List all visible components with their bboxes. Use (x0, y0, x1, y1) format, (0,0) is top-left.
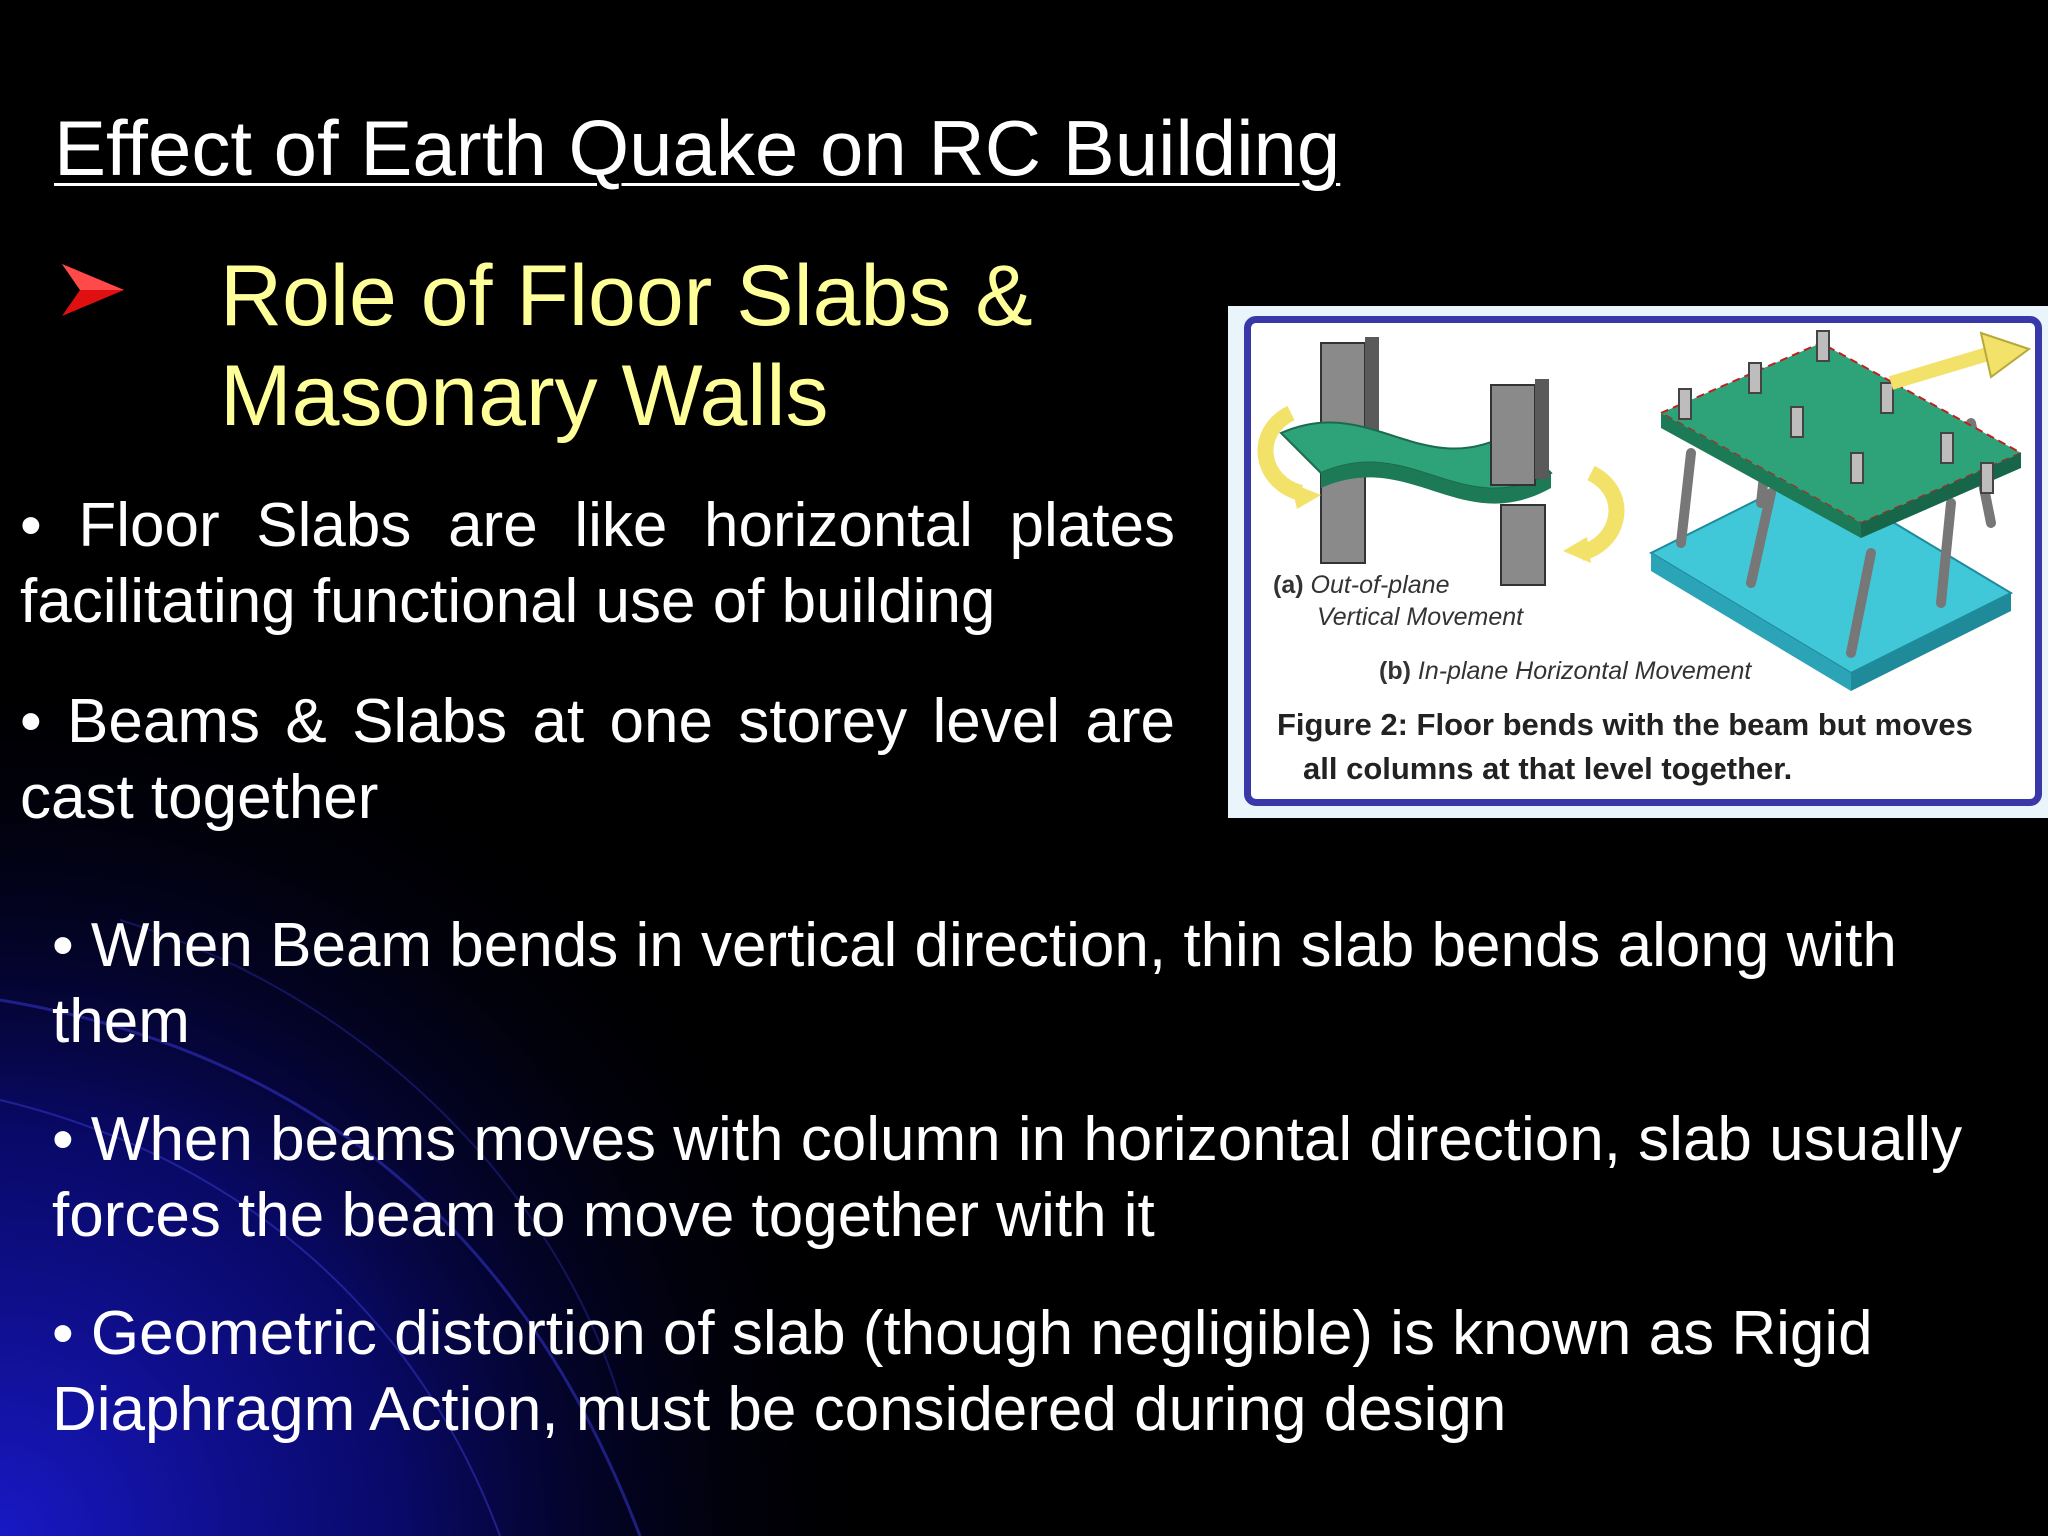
figure-2 (1228, 306, 2048, 818)
out-of-plane-illustration (1266, 337, 1617, 585)
figure-caption: Figure 2: Floor bends with the beam but moves all columns at that level together. (1277, 707, 1973, 786)
figure-frame (1244, 316, 2042, 806)
arrow-bullet-icon (60, 262, 126, 318)
figure-label-a-line2: Vertical Movement (1317, 603, 1524, 631)
bullet-beams-move: • When beams moves with column in horizontal direction, slab usually forces the beam to move together with it (52, 1105, 1963, 1250)
section-subheading: Role of Floor Slabs & Masonary Walls (220, 248, 1033, 444)
figure-label-b: (b) In-plane Horizontal Movement (1379, 657, 1752, 685)
bullet-rigid-diaphragm: • Geometric distortion of slab (though negligible) is known as Rigid Diaphragm Action, must be considered during design (52, 1299, 1873, 1444)
bullet-floor-slabs: • Floor Slabs are like horizontal plates facilitating functional use of building (20, 491, 1175, 636)
in-plane-illustration (1651, 331, 2029, 691)
bullet-beams-slabs: • Beams & Slabs at one storey level are cast together (20, 687, 1175, 832)
bullet-beam-bends: • When Beam bends in vertical direction, thin slab bends along with them (52, 911, 1897, 1056)
slide-title: Effect of Earth Quake on RC Building (54, 104, 1341, 192)
figure-label-a: (a) Out-of-plane (1273, 571, 1450, 599)
